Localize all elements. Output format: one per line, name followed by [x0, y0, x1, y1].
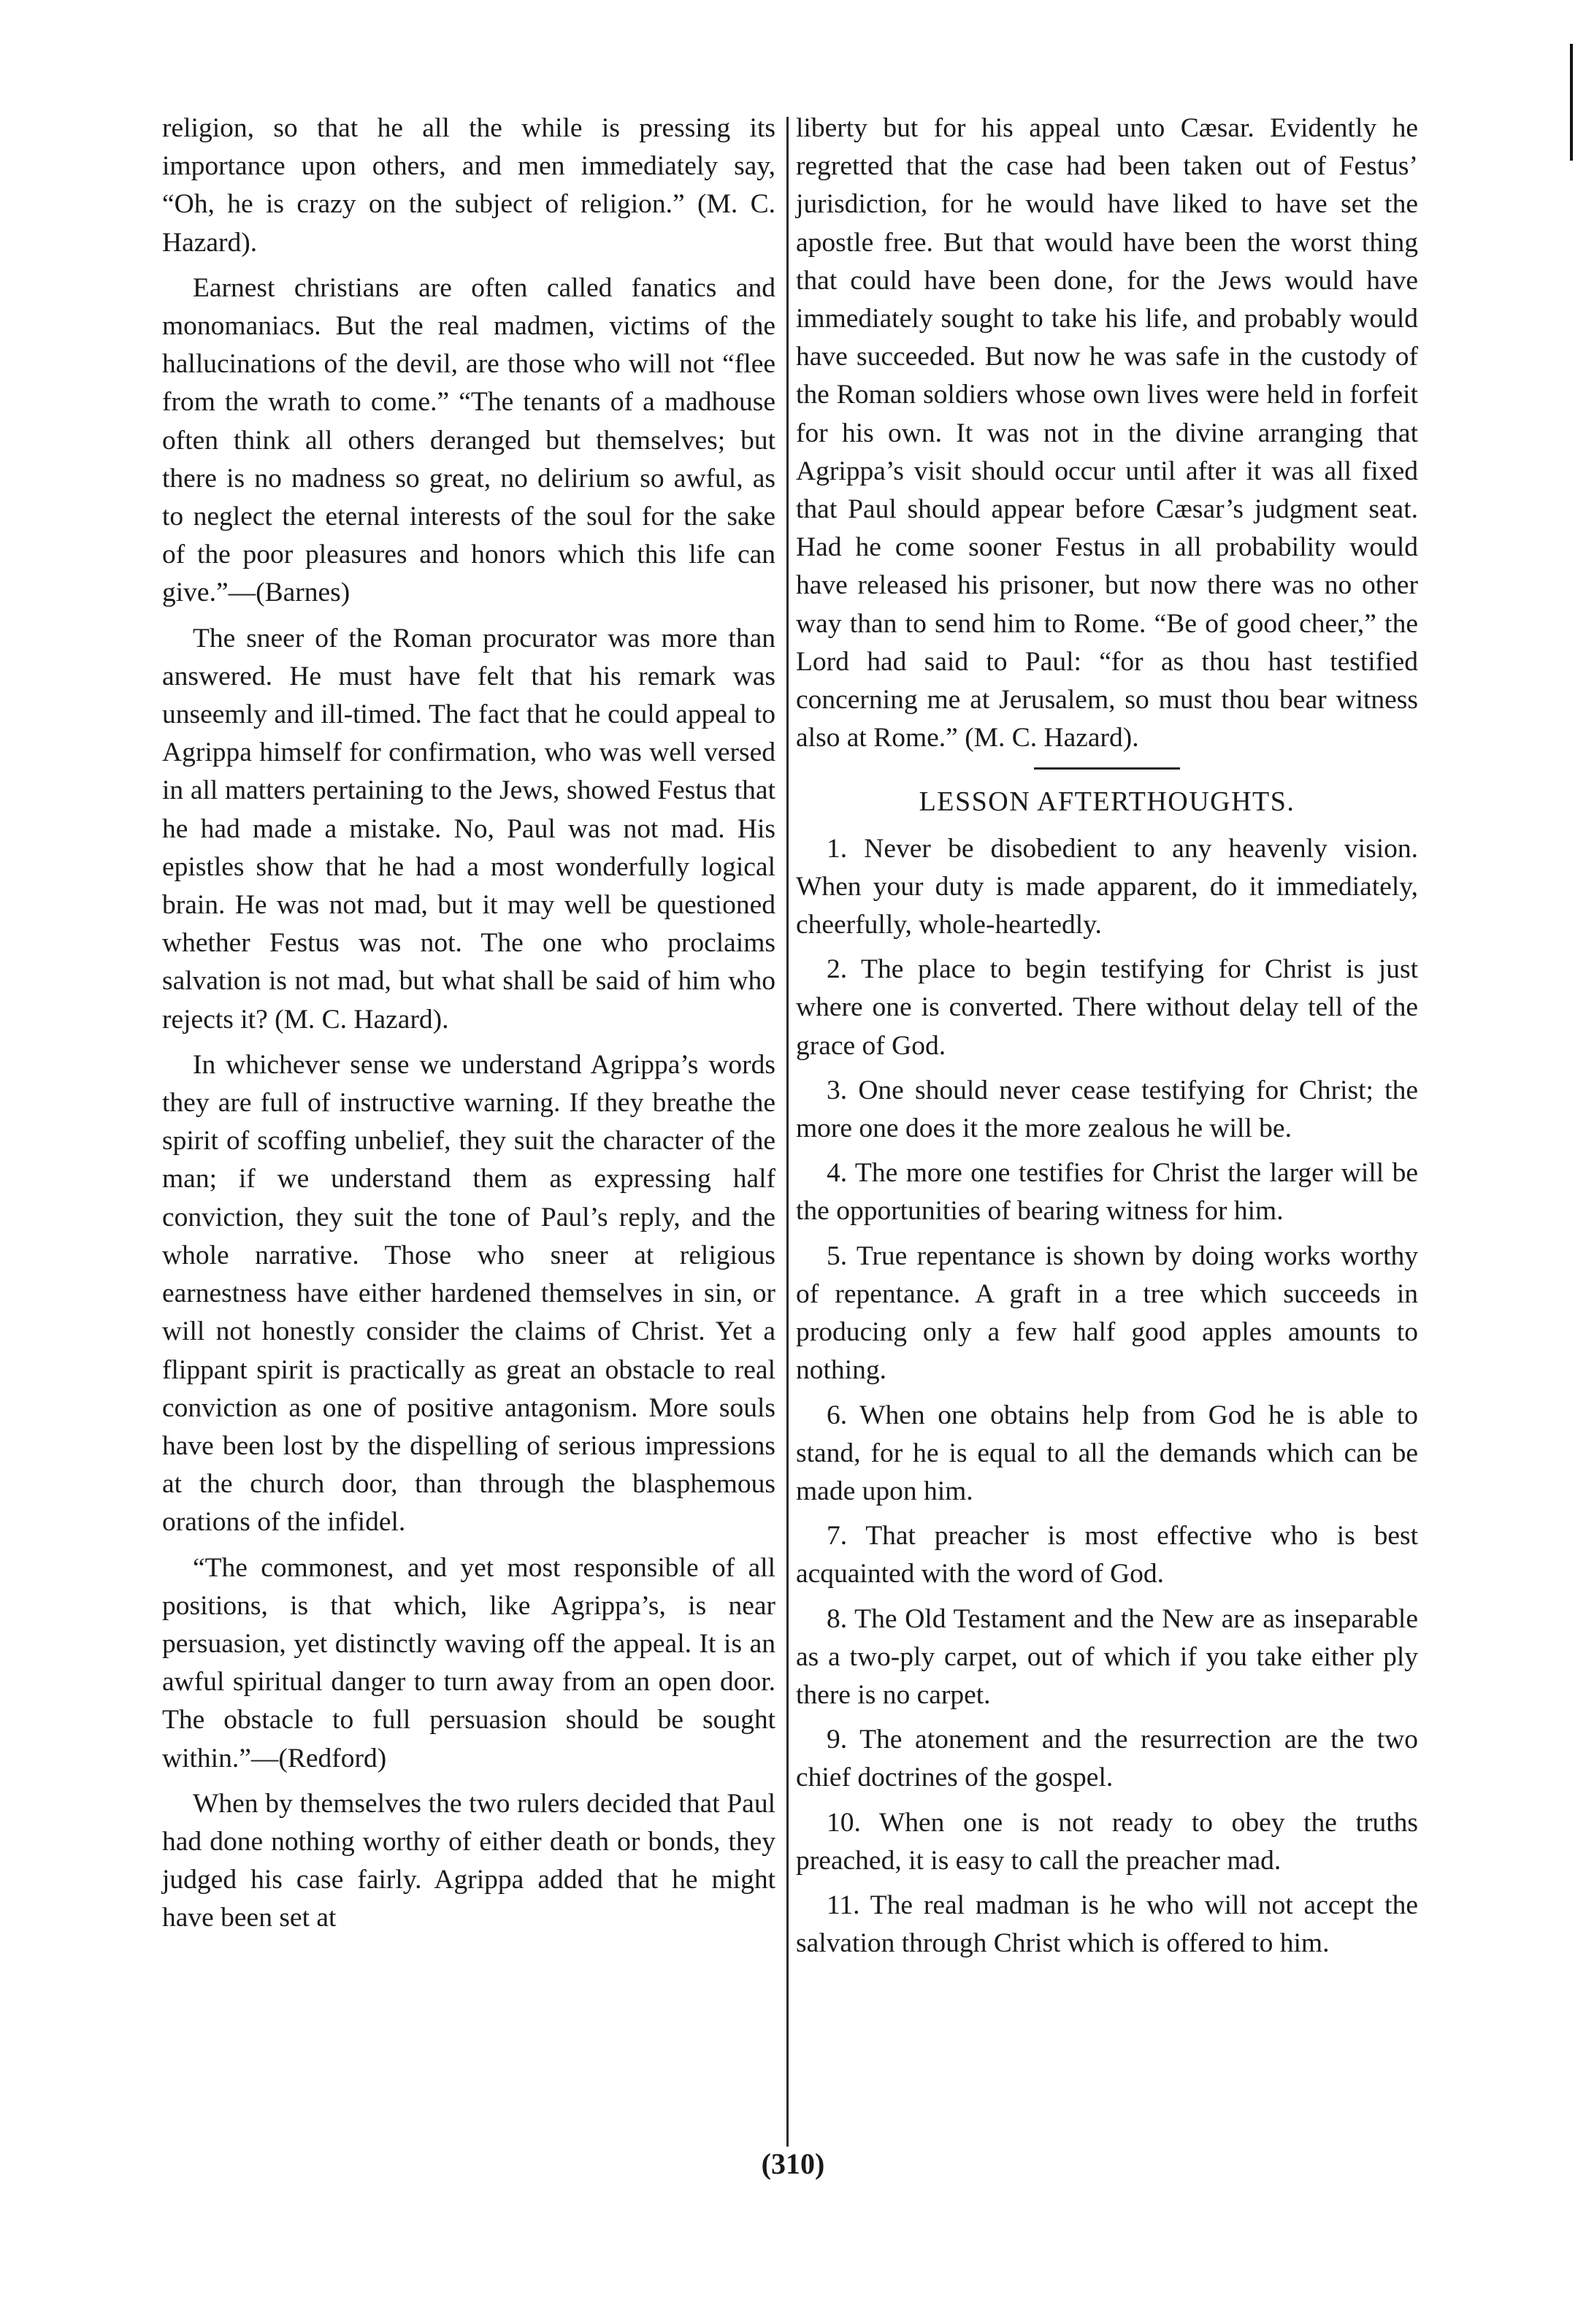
- paragraph: “The commonest, and yet most responsible of all positions, is that which, like Agrippa’s, is near persuasion, yet distinctly waving off the appeal. It is an awful spiritual danger to turn away from an open door. The obstacle to full persuasion should be sought within.”—(Redford): [162, 1552, 775, 1773]
- list-item: 1. Never be disobedient to any heavenly vision. When your duty is made apparent, do it immediately, cheerfully, whole-heartedly.: [796, 833, 1418, 940]
- list-item: 7. That preacher is most effective who is best acquainted with the word of God.: [796, 1521, 1418, 1589]
- list-item: 10. When one is not ready to obey the truths preached, it is easy to call the preacher mad.: [796, 1807, 1418, 1876]
- list-item: 4. The more one testifies for Christ the larger will be the opportunities of bearing witness for him.: [796, 1158, 1418, 1227]
- scan-edge-mark: [1570, 44, 1573, 161]
- list-item: 3. One should never cease testifying for Christ; the more one does it the more zealous he will be.: [796, 1075, 1418, 1144]
- paragraph: Earnest christians are often called fanatics and monomaniacs. But the real madmen, victims of the hallucinations of the devil, are those who will not “flee from the wrath to come.” “The tenants of a madhouse often think all others deranged but themselves; but there is no madness so great, no delirium so awful, as to neglect the eternal interests of the soul for the sake of the poor pleasures and honors which this life can give.”—(Barnes): [162, 272, 775, 608]
- list-item: 9. The atonement and the resurrection are the two chief doctrines of the gospel.: [796, 1725, 1418, 1793]
- list-item: 5. True repentance is shown by doing works worthy of repentance. A graft in a tree which succeeds in producing only a few half good apples amounts to nothing.: [796, 1240, 1418, 1386]
- list-item: 8. The Old Testament and the New are as inseparable as a two-ply carpet, out of which if you take either ply there is no carpet.: [796, 1603, 1418, 1710]
- list-item: 6. When one obtains help from God he is able to stand, for he is equal to all the demands which can be made upon him.: [796, 1400, 1418, 1506]
- section-heading: LESSON AFTERTHOUGHTS.: [919, 786, 1295, 818]
- paragraph: In whichever sense we understand Agrippa’s words they are full of instructive warning. If they breathe the spirit of scoffing unbelief, they suit the character of the man; if we understand them as expressing half conviction, they suit the tone of Paul’s reply, and the whole narrative. Those who sneer at religious earnestness have either hardened themselves in sin, or will not honestly consider the claims of Christ. Yet a flippant spirit is practically as great an obstacle to real conviction as one of positive antagonism. More souls have been lost by the dispelling of serious impressions at the church door, than through the blasphemous orations of the infidel.: [162, 1049, 775, 1538]
- section-rule: [1034, 767, 1180, 770]
- left-column: [162, 110, 775, 1945]
- list-item: 2. The place to begin testifying for Christ is just where one is converted. There without delay tell of the grace of God.: [796, 954, 1418, 1061]
- right-column: [796, 110, 1418, 1969]
- paragraph: The sneer of the Roman procurator was more than answered. He must have felt that his remark was unseemly and ill-timed. The fact that he could appeal to Agrippa himself for confirmation, who was well versed in all matters pertaining to the Jews, showed Festus that he had made a mistake. No, Paul was not mad. His epistles show that he had a most wonderfully logical brain. He was not mad, but it may well be questioned whether Festus was not. The one who proclaims salvation is not mad, but what shall be said of him who rejects it? (M. C. Hazard).: [162, 623, 775, 1035]
- paragraph: When by themselves the two rulers decided that Paul had done nothing worthy of either death or bonds, they judged his case fairly. Agrippa added that he might have been set at: [162, 1788, 775, 1933]
- paragraph: liberty but for his appeal unto Cæsar. Evidently he regretted that the case had been taken out of Festus’ jurisdiction, for he would have liked to have set the apostle free. But that would have been the worst thing that could have been done, for the Jews would have immediately sought to take his life, and probably would have succeeded. But now he was safe in the custody of the Roman soldiers whose own lives were held in forfeit for his own. It was not in the divine arranging that Agrippa’s visit should occur until after it was all fixed that Paul should appear before Cæsar’s judgment seat. Had he come sooner Festus in all probability would have released his prisoner, but now there was no other way than to send him to Rome. “Be of good cheer,” the Lord had said to Paul: “for as thou hast testified concerning me at Jerusalem, so must thou bear witness also at Rome.” (M. C. Hazard).: [796, 113, 1418, 753]
- paragraph: religion, so that he all the while is pressing its importance upon others, and men immediately say, “Oh, he is crazy on the subject of religion.” (M. C. Hazard).: [162, 113, 775, 258]
- list-item: 11. The real madman is he who will not accept the salvation through Christ which is offered to him.: [796, 1890, 1418, 1959]
- page-number: (310): [761, 2147, 825, 2180]
- column-divider: [786, 117, 789, 2147]
